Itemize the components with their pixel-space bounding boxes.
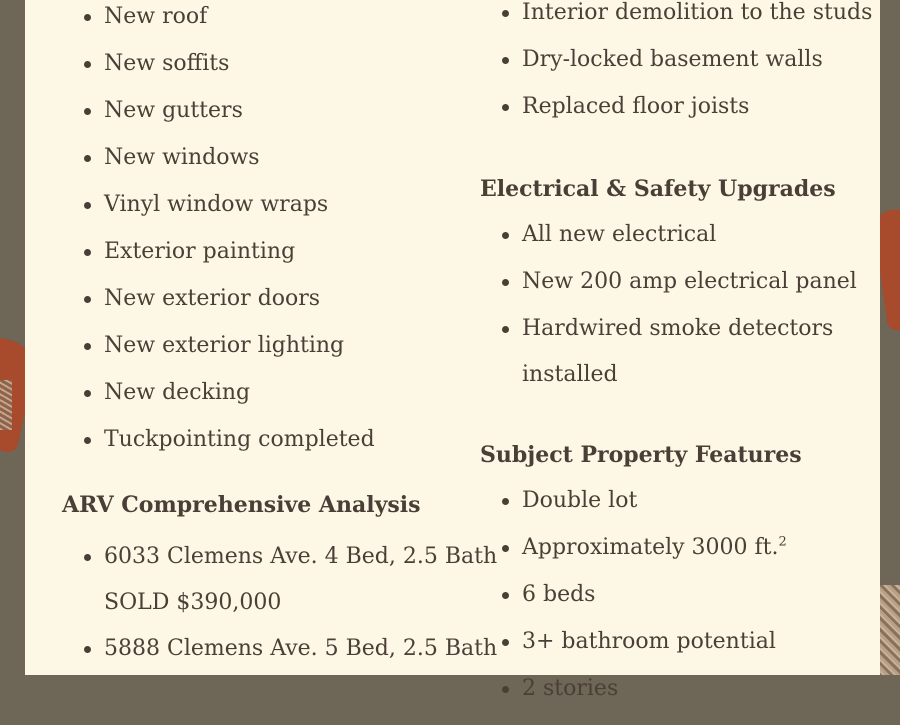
bullet-icon [84, 343, 91, 350]
list-item: New exterior doors [62, 288, 375, 310]
list-item: Approximately 3000 ft.$^2$ [480, 537, 802, 559]
bullet-icon [502, 592, 509, 599]
electrical-section [480, 176, 857, 398]
list-item: Dry-locked basement walls [480, 49, 872, 71]
bullet-icon [502, 232, 509, 239]
list-item: 2 stories [480, 678, 802, 700]
bullet-icon [84, 155, 91, 162]
list-item: All new electrical [480, 224, 857, 246]
interior-improvements-list [480, 2, 872, 143]
list-item: 6 beds [480, 584, 802, 606]
features-heading: Subject Property Features [480, 442, 802, 468]
list-item: New exterior lighting [62, 335, 375, 357]
bullet-icon [84, 14, 91, 21]
list-item: Hardwired smoke detectors installed [480, 306, 857, 398]
exterior-improvements-list [62, 6, 375, 476]
list-item: Interior demolition to the studs [480, 2, 872, 24]
list-item: 6033 Clemens Ave. 4 Bed, 2.5 Bath SOLD $390,000 [62, 534, 497, 626]
electrical-heading: Electrical & Safety Upgrades [480, 176, 836, 202]
list-item: New 200 amp electrical panel [480, 271, 857, 293]
bullet-icon [84, 437, 91, 444]
bullet-icon [502, 57, 509, 64]
arv-heading: ARV Comprehensive Analysis [62, 492, 421, 518]
bullet-icon [502, 326, 509, 333]
list-item: 3+ bathroom potential [480, 631, 802, 653]
bullet-icon [84, 202, 91, 209]
bullet-icon [84, 296, 91, 303]
list-item: New roof [62, 6, 375, 28]
superscript: 2 [778, 534, 787, 550]
list-item: New decking [62, 382, 375, 404]
list-item: New windows [62, 147, 375, 169]
list-item: Double lot [480, 490, 802, 512]
list-item: Replaced floor joists [480, 96, 872, 118]
list-item: 5888 Clemens Ave. 5 Bed, 2.5 Bath [62, 626, 497, 672]
electrical-list [480, 224, 857, 398]
bullet-icon [502, 686, 509, 693]
bullet-icon [84, 554, 91, 561]
bullet-icon [502, 104, 509, 111]
bullet-icon [502, 639, 509, 646]
list-item: New gutters [62, 100, 375, 122]
list-item: Exterior painting [62, 241, 375, 263]
arv-section [62, 492, 497, 672]
list-item: Tuckpointing completed [62, 429, 375, 451]
bullet-icon [84, 61, 91, 68]
decorative-speckle-left [0, 380, 12, 430]
bullet-icon [502, 498, 509, 505]
bullet-icon [84, 249, 91, 256]
list-item: New soffits [62, 53, 375, 75]
content-card [25, 0, 880, 701]
bullet-icon [84, 108, 91, 115]
features-list [480, 490, 802, 700]
bullet-icon [84, 390, 91, 397]
bullet-icon [502, 545, 509, 552]
bullet-icon [502, 10, 509, 17]
list-item: Vinyl window wraps [62, 194, 375, 216]
bullet-icon [502, 279, 509, 286]
bullet-icon [84, 646, 91, 653]
arv-comps-list [62, 534, 497, 672]
features-section [480, 442, 802, 725]
